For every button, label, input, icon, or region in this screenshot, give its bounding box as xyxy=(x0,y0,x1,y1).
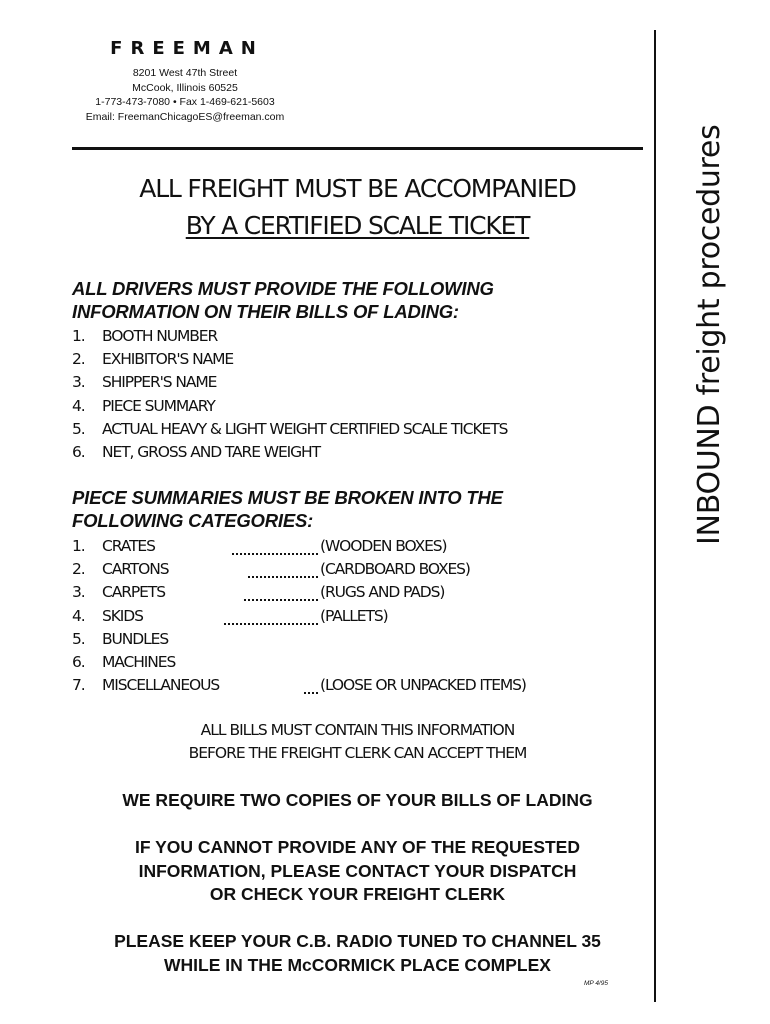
drivers-heading-line-2: INFORMATION ON THEIR BILLS OF LADING: xyxy=(72,301,459,322)
list-item-number: 5. xyxy=(72,419,85,438)
radio-notice xyxy=(72,930,643,977)
bills-note-line-2: BEFORE THE FREIGHT CLERK CAN ACCEPT THEM xyxy=(188,744,527,762)
radio-notice-line-1: PLEASE KEEP YOUR C.B. RADIO TUNED TO CHANNEL 35 xyxy=(114,931,601,951)
list-item-text: BOOTH NUMBER xyxy=(102,327,218,345)
pieces-heading-line-2: FOLLOWING CATEGORIES: xyxy=(72,510,314,531)
list-item-detail: (RUGS AND PADS) xyxy=(320,583,445,602)
radio-notice-line-2: WHILE IN THE McCORMICK PLACE COMPLEX xyxy=(164,954,551,975)
form-code: MP 4/95 xyxy=(584,980,608,987)
list-item-text: BUNDLES xyxy=(102,629,169,648)
dot-leader xyxy=(224,617,318,625)
list-item-number: 5. xyxy=(72,629,85,648)
list-item-number: 7. xyxy=(72,676,85,695)
list-item xyxy=(72,628,632,651)
list-item-number: 2. xyxy=(72,350,85,369)
list-item-text: CRATES xyxy=(102,537,155,555)
list-item xyxy=(72,581,632,604)
list-item-text: CARPETS xyxy=(102,583,165,602)
list-item-text: NET, GROSS AND TARE WEIGHT xyxy=(102,442,320,461)
list-item-text: EXHIBITOR'S NAME xyxy=(102,350,234,369)
header-divider xyxy=(72,147,643,150)
dot-leader xyxy=(248,570,318,578)
bills-info-note xyxy=(72,719,643,765)
copies-notice: WE REQUIRE TWO COPIES OF YOUR BILLS OF LADING xyxy=(122,790,593,810)
bills-note-line-1: ALL BILLS MUST CONTAIN THIS INFORMATION xyxy=(200,721,515,739)
company-logo: FREEMAN xyxy=(110,38,264,59)
list-item xyxy=(72,558,632,581)
list-item-detail: (WOODEN BOXES) xyxy=(320,537,447,555)
drivers-info-list xyxy=(72,325,632,464)
list-item-text: ACTUAL HEAVY & LIGHT WEIGHT CERTIFIED SCALE TICKETS xyxy=(102,419,508,438)
list-item-number: 3. xyxy=(72,583,85,602)
drivers-section-heading xyxy=(72,277,632,323)
list-item xyxy=(72,325,632,348)
list-item-text: PIECE SUMMARY xyxy=(102,396,215,415)
company-address xyxy=(60,66,310,124)
pieces-heading-line-1: PIECE SUMMARIES MUST BE BROKEN INTO THE xyxy=(72,487,503,508)
list-item-number: 1. xyxy=(72,327,85,345)
list-item xyxy=(72,395,632,418)
list-item-detail: (LOOSE OR UNPACKED ITEMS) xyxy=(320,676,526,695)
list-item-detail: (PALLETS) xyxy=(320,606,388,625)
list-item xyxy=(72,605,632,628)
contact-notice-line-3: OR CHECK YOUR FREIGHT CLERK xyxy=(209,884,506,904)
list-item-detail: (CARDBOARD BOXES) xyxy=(320,560,470,579)
piece-categories-list xyxy=(72,535,632,697)
list-item xyxy=(72,348,632,371)
side-divider xyxy=(654,30,656,1002)
side-title: INBOUND freight procedures xyxy=(692,124,727,545)
dot-leader xyxy=(244,593,318,601)
list-item xyxy=(72,535,632,558)
list-item xyxy=(72,651,632,674)
address-phone-fax: 1-773-473-7080 • Fax 1-469-621-5603 xyxy=(95,96,275,108)
dot-leader xyxy=(304,686,318,694)
list-item-number: 4. xyxy=(72,606,85,625)
list-item-number: 2. xyxy=(72,560,85,579)
list-item-number: 6. xyxy=(72,652,85,671)
contact-notice xyxy=(72,836,643,907)
list-item-number: 6. xyxy=(72,442,85,461)
list-item xyxy=(72,371,632,394)
list-item-number: 4. xyxy=(72,396,85,415)
address-city: McCook, Illinois 60525 xyxy=(132,81,238,94)
list-item xyxy=(72,418,632,441)
headline-line-1: ALL FREIGHT MUST BE ACCOMPANIED xyxy=(139,174,576,203)
list-item-text: SKIDS xyxy=(102,606,143,625)
address-street: 8201 West 47th Street xyxy=(132,67,238,79)
drivers-heading-line-1: ALL DRIVERS MUST PROVIDE THE FOLLOWING xyxy=(72,278,494,299)
list-item xyxy=(72,441,632,464)
list-item-number: 3. xyxy=(72,373,85,392)
list-item-text: MISCELLANEOUS xyxy=(102,676,220,695)
contact-notice-line-1: IF YOU CANNOT PROVIDE ANY OF THE REQUESTED xyxy=(134,837,580,857)
list-item xyxy=(72,674,632,697)
headline-line-2: BY A CERTIFIED SCALE TICKET xyxy=(185,211,530,240)
list-item-text: MACHINES xyxy=(102,652,176,671)
dot-leader xyxy=(232,547,318,555)
pieces-section-heading xyxy=(72,486,632,532)
list-item-number: 1. xyxy=(72,537,85,555)
contact-notice-line-2: INFORMATION, PLEASE CONTACT YOUR DISPATCH xyxy=(138,860,577,881)
list-item-text: SHIPPER'S NAME xyxy=(102,373,217,392)
list-item-text: CARTONS xyxy=(102,560,169,579)
address-email: Email: FreemanChicagoES@freeman.com xyxy=(85,110,285,123)
